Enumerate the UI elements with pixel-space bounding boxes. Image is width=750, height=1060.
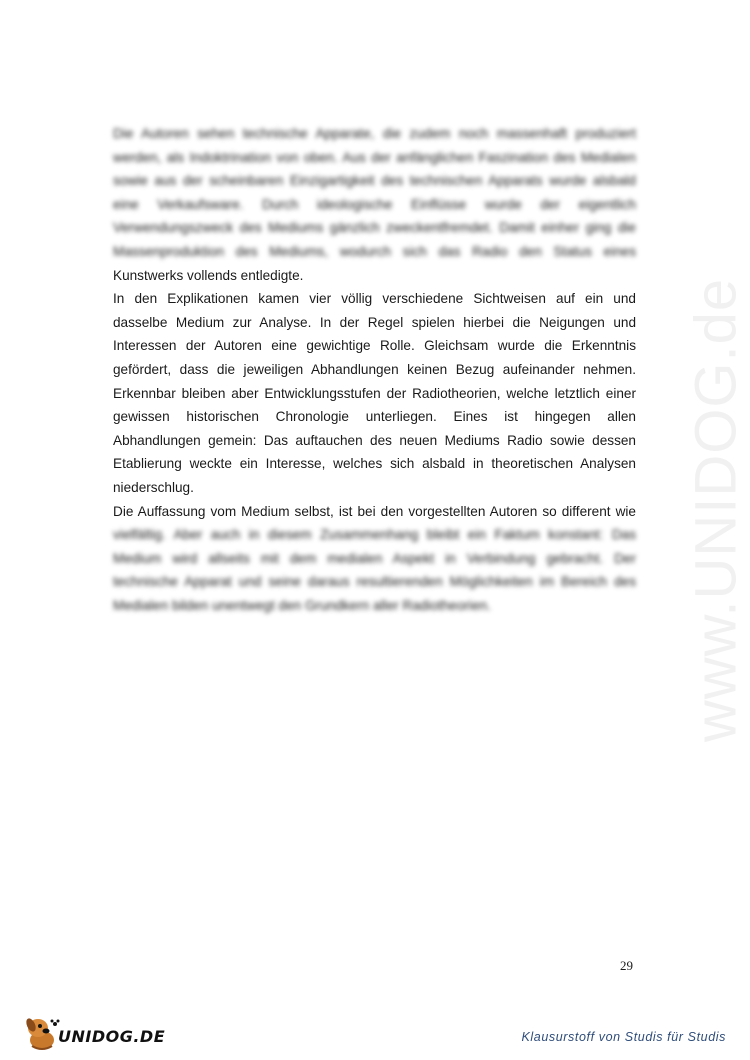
text-line: gewissen historischen Chronologie unterliegen. Eines ist hingegen allen <box>113 409 636 425</box>
text-line: Etablierung weckte ein Interesse, welches sich alsbald in theoretischen Analysen <box>113 456 636 472</box>
blurred-text-line: werden, als Indoktrination von oben. Aus der anfänglichen Faszination des Medialen <box>113 149 636 165</box>
blurred-text-line: technische Apparat und seine daraus resultierenden Möglichkeiten im Bereich des <box>113 574 636 590</box>
text-line: niederschlug. <box>113 479 194 495</box>
watermark: www.UNIDOG.de <box>683 277 749 743</box>
blurred-text-line: Medium wird allseits mit dem medialen Aspekt in Verbindung gebracht. Der <box>113 550 636 566</box>
blurred-text-line: Verwendungszweck des Mediums gänzlich zweckentfremdet. Damit einher ging die <box>113 220 636 236</box>
text-line: Kunstwerks vollends entledigte. <box>113 267 304 283</box>
blurred-text-line: Die Autoren sehen technische Apparate, die zudem noch massenhaft produziert <box>113 126 636 141</box>
page-number: 29 <box>620 958 633 973</box>
blurred-text-line: Medialen bilden unentwegt den Grundkern aller Radiotheorien. <box>113 597 491 613</box>
blurred-text-line: vielfältig. Aber auch in diesem Zusammenhang bleibt ein Faktum konstant: Das <box>113 527 636 543</box>
footer-tagline: Klausurstoff von Studis für Studis <box>521 1030 726 1044</box>
text-line: In den Explikationen kamen vier völlig verschiedene Sichtweisen auf ein und <box>113 291 636 307</box>
unidog-logo[interactable] <box>22 1012 166 1052</box>
text-line: Interessen der Autoren eine gewichtige Rolle. Gleichsam wurde die Erkenntnis <box>113 338 636 354</box>
blurred-text-line: sowie aus der scheinbaren Einzigartigkeit des technischen Apparats wurde alsbald <box>113 173 636 189</box>
blurred-text-line: eine Verkaufsware. Durch ideologische Einflüsse wurde der eigentlich <box>113 196 636 212</box>
text-line: Erkennbar bleiben aber Entwicklungsstufen der Radiotheorien, welche letztlich einer <box>113 385 636 401</box>
blurred-text-line: Massenproduktion des Mediums, wodurch sich das Radio den Status eines <box>113 243 636 259</box>
body-text <box>113 122 636 617</box>
dog-icon <box>22 1012 62 1052</box>
text-line: dasselbe Medium zur Analyse. In der Regel spielen hierbei die Neigungen und <box>113 314 636 330</box>
text-line: gefördert, dass die jeweiligen Abhandlungen keinen Bezug aufeinander nehmen. <box>113 361 636 377</box>
text-line: Die Auffassung vom Medium selbst, ist bei den vorgestellten Autoren so different wie <box>113 503 636 519</box>
logo-text: UNIDOG.DE <box>58 1027 166 1046</box>
text-line: Abhandlungen gemein: Das auftauchen des neuen Mediums Radio sowie dessen <box>113 432 636 448</box>
